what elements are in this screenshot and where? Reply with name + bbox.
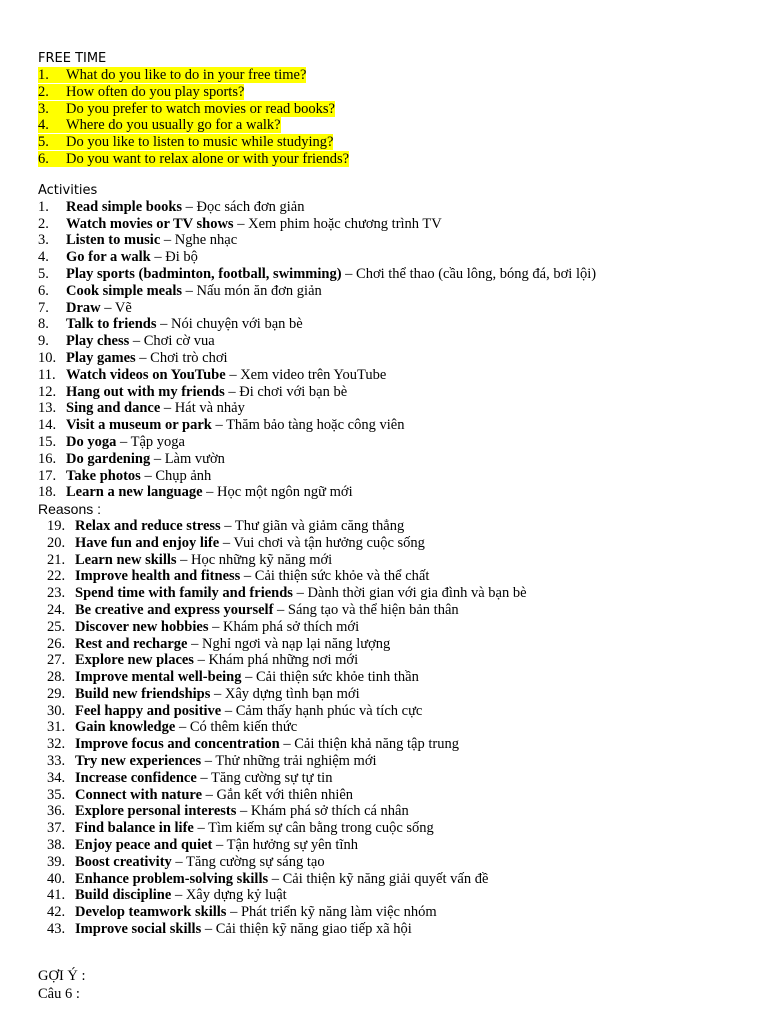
- reason-english: Boost creativity: [75, 853, 172, 870]
- reason-vietnamese: Nghỉ ngơi và nạp lại năng lượng: [202, 635, 391, 652]
- reason-vietnamese: Tìm kiếm sự cân bằng trong cuộc sống: [208, 820, 434, 837]
- question-item: [38, 101, 758, 118]
- reason-item: [38, 602, 758, 619]
- question-item: [38, 151, 758, 168]
- reason-item: [38, 837, 758, 854]
- activity-number: 12.: [38, 383, 57, 400]
- reason-item: [38, 535, 758, 552]
- reason-number: 30.: [47, 702, 66, 719]
- reason-separator: –: [273, 601, 288, 618]
- reason-number: 33.: [47, 753, 66, 770]
- question-number: 6.: [38, 150, 49, 167]
- reason-number: 20.: [47, 534, 66, 551]
- activity-english: Talk to friends: [66, 316, 157, 333]
- activity-item: [38, 384, 758, 401]
- hint-label: GỢI Ý :: [38, 968, 86, 984]
- reason-separator: –: [201, 753, 216, 770]
- reason-vietnamese: Có thêm kiến thức: [189, 719, 298, 736]
- question-number: 5.: [38, 134, 49, 151]
- question-item: [38, 117, 758, 134]
- reasons-heading: Reasons :: [38, 501, 102, 518]
- activity-separator: –: [233, 215, 249, 232]
- reason-item: [38, 552, 758, 569]
- activity-vietnamese: Tập yoga: [130, 433, 185, 450]
- reason-vietnamese: Khám phá sở thích cá nhân: [250, 803, 409, 820]
- reason-item: [38, 904, 758, 921]
- reason-english: Improve health and fitness: [75, 568, 241, 585]
- reason-separator: –: [219, 534, 234, 551]
- reason-vietnamese: Cải thiện kỹ năng giải quyết vấn đề: [282, 870, 489, 887]
- reason-english: Rest and recharge: [75, 635, 188, 652]
- activity-vietnamese: Nấu món ăn đơn giản: [196, 282, 322, 299]
- spacer: [38, 168, 758, 182]
- activity-number: 7.: [38, 299, 49, 316]
- activity-english: Take photos: [66, 467, 141, 484]
- reason-english: Explore new places: [75, 652, 194, 669]
- activity-separator: –: [225, 366, 241, 383]
- reason-separator: –: [236, 803, 251, 820]
- question-number: 4.: [38, 117, 49, 134]
- activity-english: Cook simple meals: [66, 282, 182, 299]
- reason-number: 22.: [47, 568, 66, 585]
- activity-vietnamese: Hát và nhảy: [174, 400, 245, 417]
- activity-vietnamese: Đọc sách đơn giản: [196, 198, 305, 215]
- activity-english: Watch movies or TV shows: [66, 215, 234, 232]
- reason-separator: –: [268, 870, 283, 887]
- reason-vietnamese: Phát triển kỹ năng làm việc nhóm: [240, 904, 437, 921]
- reason-english: Improve focus and concentration: [75, 736, 280, 753]
- question-number: 3.: [38, 100, 49, 117]
- reason-vietnamese: Khám phá sở thích mới: [222, 618, 360, 635]
- activity-separator: –: [182, 198, 197, 215]
- question-text: Do you prefer to watch movies or read books?: [66, 100, 335, 117]
- activity-item: [38, 350, 758, 367]
- question-text: Do you like to listen to music while studying?: [66, 134, 334, 151]
- reason-number: 41.: [47, 887, 66, 904]
- activity-separator: –: [211, 417, 227, 434]
- activity-item: [38, 266, 758, 283]
- reason-number: 43.: [47, 921, 66, 938]
- activity-english: Listen to music: [66, 232, 161, 249]
- activity-item: [38, 300, 758, 317]
- reason-separator: –: [292, 585, 308, 602]
- activity-item: [38, 216, 758, 233]
- reason-vietnamese: Xây dựng kỷ luật: [185, 887, 287, 904]
- reason-item: [38, 753, 758, 770]
- activity-english: Play games: [66, 349, 136, 366]
- activity-english: Hang out with my friends: [66, 383, 225, 400]
- reason-separator: –: [202, 786, 217, 803]
- reason-vietnamese: Cải thiện kỹ năng giao tiếp xã hội: [215, 921, 412, 938]
- question-item: [38, 84, 758, 101]
- reason-number: 25.: [47, 618, 66, 635]
- reason-english: Discover new hobbies: [75, 618, 209, 635]
- reason-english: Be creative and express yourself: [75, 601, 274, 618]
- activity-english: Watch videos on YouTube: [66, 366, 226, 383]
- activity-vietnamese: Học một ngôn ngữ mới: [217, 484, 353, 501]
- activity-number: 5.: [38, 265, 49, 282]
- activity-item: [38, 199, 758, 216]
- reason-vietnamese: Cảm thấy hạnh phúc và tích cực: [235, 702, 423, 719]
- reason-english: Build new friendships: [75, 685, 211, 702]
- reason-vietnamese: Gắn kết với thiên nhiên: [216, 786, 354, 803]
- activity-item: [38, 434, 758, 451]
- activity-vietnamese: Nói chuyện với bạn bè: [171, 316, 303, 333]
- reason-separator: –: [226, 904, 241, 921]
- activity-vietnamese: Chơi thể thao (cầu lông, bóng đá, bơi lội): [356, 265, 597, 282]
- reason-item: [38, 703, 758, 720]
- activity-number: 9.: [38, 333, 49, 350]
- activity-separator: –: [150, 249, 166, 266]
- activities-heading: Activities: [38, 182, 98, 198]
- reason-separator: –: [193, 820, 209, 837]
- reason-english: Enjoy peace and quiet: [75, 837, 213, 854]
- reason-english: Develop teamwork skills: [75, 904, 227, 921]
- activity-item: [38, 249, 758, 266]
- reason-english: Build discipline: [75, 887, 172, 904]
- question-text: Where do you usually go for a walk?: [66, 117, 281, 134]
- question-item: [38, 67, 758, 84]
- reason-separator: –: [196, 769, 211, 786]
- activity-separator: –: [116, 433, 131, 450]
- reason-number: 40.: [47, 870, 66, 887]
- reason-english: Explore personal interests: [75, 803, 237, 820]
- activity-separator: –: [156, 316, 172, 333]
- activity-number: 3.: [38, 232, 49, 249]
- reason-number: 19.: [47, 517, 66, 534]
- reason-item: [38, 770, 758, 787]
- reason-vietnamese: Xây dựng tình bạn mới: [224, 685, 360, 702]
- activity-separator: –: [160, 232, 175, 249]
- reason-number: 27.: [47, 652, 66, 669]
- activity-item: [38, 367, 758, 384]
- reason-separator: –: [241, 669, 256, 686]
- reason-english: Gain knowledge: [75, 719, 176, 736]
- reason-separator: –: [187, 635, 202, 652]
- reason-item: [38, 636, 758, 653]
- reason-separator: –: [171, 853, 187, 870]
- reason-item: [38, 787, 758, 804]
- question-number: 1.: [38, 67, 49, 83]
- reason-vietnamese: Vui chơi và tận hưởng cuộc sống: [233, 534, 425, 551]
- reason-english: Relax and reduce stress: [75, 517, 221, 534]
- reason-item: [38, 518, 758, 535]
- reason-separator: –: [279, 736, 295, 753]
- activity-item: [38, 417, 758, 434]
- reason-english: Enhance problem-solving skills: [75, 870, 269, 887]
- activity-vietnamese: Vẽ: [114, 299, 132, 316]
- footer-notes: [38, 968, 86, 1004]
- activity-item: [38, 333, 758, 350]
- reason-item: [38, 719, 758, 736]
- activity-number: 1.: [38, 198, 49, 215]
- reason-number: 38.: [47, 837, 66, 854]
- reason-vietnamese: Tăng cường sự sáng tạo: [186, 853, 325, 870]
- activity-number: 14.: [38, 417, 57, 434]
- reason-vietnamese: Sáng tạo và thể hiện bản thân: [287, 601, 459, 618]
- reason-english: Find balance in life: [75, 820, 194, 837]
- reason-vietnamese: Tận hưởng sự yên tĩnh: [226, 837, 358, 854]
- activity-separator: –: [202, 484, 218, 501]
- activity-number: 8.: [38, 316, 49, 333]
- reason-number: 29.: [47, 685, 66, 702]
- reason-separator: –: [176, 551, 192, 568]
- question-number: 2.: [38, 83, 49, 100]
- activity-separator: –: [140, 467, 156, 484]
- activity-english: Play sports (badminton, football, swimming): [66, 265, 342, 282]
- reason-vietnamese: Cải thiện sức khỏe và thể chất: [254, 568, 430, 585]
- reason-separator: –: [208, 618, 223, 635]
- reason-vietnamese: Thư giãn và giảm căng thẳng: [234, 517, 405, 534]
- activity-separator: –: [182, 282, 197, 299]
- reason-number: 26.: [47, 635, 66, 652]
- activity-item: [38, 468, 758, 485]
- activity-number: 18.: [38, 484, 57, 501]
- reason-number: 23.: [47, 585, 66, 602]
- reason-vietnamese: Học những kỹ năng mới: [191, 551, 333, 568]
- activity-english: Visit a museum or park: [66, 417, 212, 434]
- reason-number: 34.: [47, 769, 66, 786]
- reason-separator: –: [193, 652, 209, 669]
- activity-vietnamese: Xem video trên YouTube: [240, 366, 387, 383]
- reason-number: 32.: [47, 736, 66, 753]
- activity-separator: –: [150, 450, 165, 467]
- reason-item: [38, 887, 758, 904]
- reason-english: Increase confidence: [75, 769, 197, 786]
- activity-number: 13.: [38, 400, 57, 417]
- reasons-list: [38, 518, 758, 938]
- activity-english: Read simple books: [66, 198, 183, 215]
- activity-number: 17.: [38, 467, 57, 484]
- question-list: [38, 67, 758, 168]
- activity-english: Draw: [66, 299, 101, 316]
- reason-number: 36.: [47, 803, 66, 820]
- reason-item: [38, 736, 758, 753]
- question-text: Do you want to relax alone or with your friends?: [66, 150, 350, 167]
- reason-separator: –: [201, 921, 216, 938]
- question-text: What do you like to do in your free time?: [66, 67, 307, 83]
- reason-item: [38, 585, 758, 602]
- activity-item: [38, 283, 758, 300]
- reason-separator: –: [171, 887, 186, 904]
- activity-vietnamese: Đi chơi với bạn bè: [239, 383, 348, 400]
- reason-english: Improve social skills: [75, 921, 202, 938]
- activity-separator: –: [341, 265, 357, 282]
- reason-number: 35.: [47, 786, 66, 803]
- activity-number: 10.: [38, 349, 57, 366]
- reason-item: [38, 854, 758, 871]
- activity-vietnamese: Chụp ảnh: [155, 467, 212, 484]
- reason-vietnamese: Cải thiện khả năng tập trung: [294, 736, 459, 753]
- question-6-label: Câu 6 :: [38, 986, 80, 1002]
- activity-number: 15.: [38, 433, 57, 450]
- document-page: [38, 50, 758, 938]
- activity-number: 4.: [38, 249, 49, 266]
- reason-separator: –: [210, 685, 225, 702]
- activity-english: Do yoga: [66, 433, 117, 450]
- reason-item: [38, 619, 758, 636]
- reason-number: 24.: [47, 601, 66, 618]
- reason-english: Connect with nature: [75, 786, 203, 803]
- reason-item: [38, 871, 758, 888]
- page-title: FREE TIME: [38, 51, 107, 66]
- question-text: How often do you play sports?: [66, 83, 245, 100]
- reason-vietnamese: Thử những trải nghiệm mới: [215, 753, 377, 770]
- reason-number: 21.: [47, 551, 66, 568]
- reason-item: [38, 921, 758, 938]
- activity-vietnamese: Thăm bảo tàng hoặc công viên: [226, 417, 405, 434]
- reason-item: [38, 803, 758, 820]
- activity-separator: –: [224, 383, 240, 400]
- activity-english: Go for a walk: [66, 249, 151, 266]
- activities-list: [38, 199, 758, 501]
- reason-vietnamese: Cải thiện sức khỏe tinh thần: [255, 669, 419, 686]
- reason-english: Improve mental well-being: [75, 669, 242, 686]
- reason-separator: –: [220, 517, 235, 534]
- reason-separator: –: [221, 702, 236, 719]
- reason-item: [38, 820, 758, 837]
- activity-item: [38, 484, 758, 501]
- activity-english: Play chess: [66, 333, 130, 350]
- reason-vietnamese: Dành thời gian với gia đình và bạn bè: [307, 585, 527, 602]
- activity-english: Learn a new language: [66, 484, 203, 501]
- reason-number: 42.: [47, 904, 66, 921]
- activity-item: [38, 400, 758, 417]
- reason-number: 28.: [47, 669, 66, 686]
- activity-vietnamese: Xem phim hoặc chương trình TV: [248, 215, 442, 232]
- reason-number: 37.: [47, 820, 66, 837]
- activity-vietnamese: Chơi cờ vua: [143, 333, 215, 350]
- activity-separator: –: [135, 349, 151, 366]
- activity-separator: –: [100, 299, 115, 316]
- reason-separator: –: [175, 719, 190, 736]
- reason-english: Have fun and enjoy life: [75, 534, 220, 551]
- activity-number: 2.: [38, 215, 49, 232]
- reason-english: Spend time with family and friends: [75, 585, 293, 602]
- activity-number: 6.: [38, 282, 49, 299]
- activity-separator: –: [129, 333, 144, 350]
- activity-vietnamese: Nghe nhạc: [174, 232, 238, 249]
- reason-english: Learn new skills: [75, 551, 177, 568]
- activity-number: 16.: [38, 450, 57, 467]
- activity-english: Do gardening: [66, 450, 151, 467]
- reason-item: [38, 568, 758, 585]
- question-item: [38, 134, 758, 151]
- reason-english: Feel happy and positive: [75, 702, 222, 719]
- activity-english: Sing and dance: [66, 400, 161, 417]
- reason-number: 39.: [47, 853, 66, 870]
- reason-number: 31.: [47, 719, 66, 736]
- reason-item: [38, 652, 758, 669]
- reason-english: Try new experiences: [75, 753, 202, 770]
- reason-separator: –: [240, 568, 255, 585]
- reason-item: [38, 686, 758, 703]
- activity-item: [38, 451, 758, 468]
- reason-item: [38, 669, 758, 686]
- activity-vietnamese: Làm vườn: [164, 450, 225, 467]
- activity-number: 11.: [38, 366, 56, 383]
- activity-vietnamese: Chơi trò chơi: [150, 349, 228, 366]
- reason-vietnamese: Khám phá những nơi mới: [208, 652, 359, 669]
- activity-separator: –: [160, 400, 175, 417]
- activity-vietnamese: Đi bộ: [165, 249, 198, 266]
- activity-item: [38, 232, 758, 249]
- activity-item: [38, 316, 758, 333]
- reason-vietnamese: Tăng cường sự tự tin: [211, 769, 333, 786]
- reason-separator: –: [212, 837, 227, 854]
